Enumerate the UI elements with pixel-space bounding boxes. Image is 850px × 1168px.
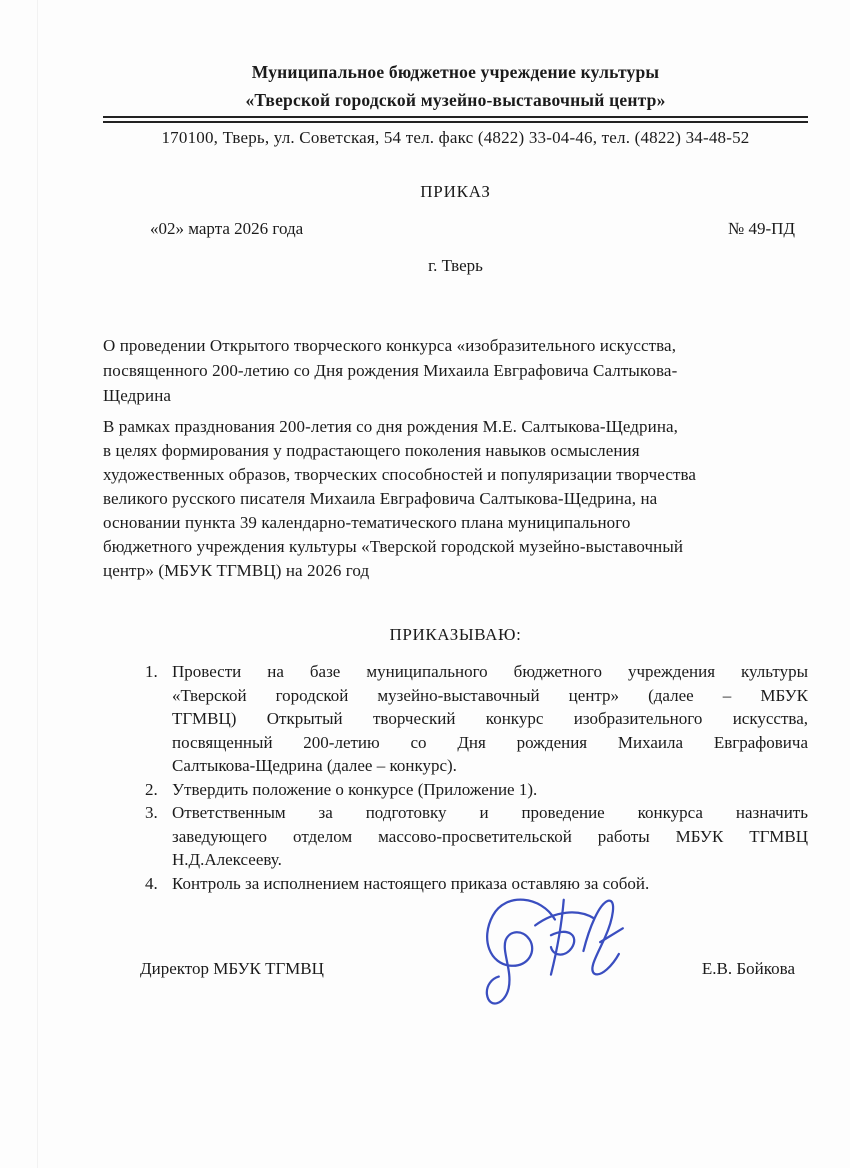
text-line: Н.Д.Алексееву. — [172, 850, 282, 869]
order-item-number: 1. — [145, 662, 158, 681]
text-line: заведующего отделом массово-просветительской работы МБУК ТГМВЦ — [172, 826, 808, 846]
text-line: великого русского писателя Михаила Евграфовича Салтыкова-Щедрина, на — [103, 489, 658, 508]
order-item-number: 2. — [145, 779, 158, 799]
letterhead-divider — [103, 116, 808, 123]
text-line: «Тверской городской музейно-выставочный центр» (далее – МБУК — [172, 685, 808, 705]
text-line: основании пункта 39 календарно-тематического плана муниципального — [103, 513, 631, 532]
order-item-4 — [103, 872, 808, 896]
resolution-word: ПРИКАЗЫВАЮ: — [389, 625, 522, 644]
signer-name: Е.В. Бойкова — [701, 959, 795, 978]
text-line: ТГМВЦ) Открытый творческий конкурс изобразительного искусства, — [172, 709, 808, 728]
organization-address: 170100, Тверь, ул. Советская, 54 тел. факс (4822) 33-04-46, тел. (4822) 34-48-52 — [161, 128, 750, 147]
order-item-2 — [103, 778, 808, 802]
order-item-text — [172, 801, 808, 872]
text-line: Контроль за исполнением настоящего приказа оставляю за собой. — [172, 873, 650, 893]
text-line: Салтыкова-Щедрина (далее – конкурс). — [172, 756, 457, 775]
organization-name — [103, 58, 808, 114]
text-line: В рамках празднования 200-летия со дня рождения М.Е. Салтыкова-Щедрина, — [103, 417, 679, 436]
text-line: в целях формирования у подрастающего поколения навыков осмысления — [103, 441, 640, 460]
organization-name-line1: Муниципальное бюджетное учреждение культуры — [251, 62, 660, 82]
handwritten-signature-icon — [468, 886, 626, 1014]
text-line: бюджетного учреждения культуры «Тверской городской музейно-выставочный — [103, 537, 684, 556]
subject-paragraph — [103, 333, 808, 408]
preamble-paragraph — [103, 415, 808, 583]
text-line: Провести на базе муниципального бюджетного учреждения культуры — [172, 662, 808, 681]
document-number: № 49-ПД — [727, 219, 795, 238]
document-title: ПРИКАЗ — [420, 182, 491, 201]
organization-name-line2: «Тверской городской музейно-выставочный центр» — [245, 90, 666, 110]
text-line: Ответственным за подготовку и проведение конкурса назначить — [172, 803, 808, 822]
text-line: Утвердить положение о конкурсе (Приложение 1). — [172, 779, 538, 799]
order-item-number: 4. — [145, 873, 158, 893]
text-line: посвященного 200-летию со Дня рождения Михаила Евграфовича Салтыкова- — [103, 361, 678, 380]
order-items-list — [103, 660, 808, 895]
signer-title: Директор МБУК ТГМВЦ — [140, 959, 324, 978]
document-city: г. Тверь — [428, 256, 483, 275]
order-item-text — [172, 660, 808, 778]
signature-row — [103, 957, 808, 981]
text-line: центр» (МБУК ТГМВЦ) на 2026 год — [103, 561, 370, 580]
order-item-3 — [103, 801, 808, 872]
order-item-1 — [103, 660, 808, 778]
document-content — [103, 0, 808, 981]
document-meta-row — [103, 217, 808, 241]
text-line: О проведении Открытого творческого конкурса «изобразительного искусства, — [103, 336, 677, 355]
text-line: Щедрина — [103, 386, 172, 405]
document-date: «02» марта 2026 года — [150, 219, 304, 238]
text-line: художественных образов, творческих способностей и популяризации творчества — [103, 465, 697, 484]
order-item-text — [172, 778, 808, 802]
order-item-number: 3. — [145, 803, 158, 822]
text-line: посвященный 200-летию со Дня рождения Михаила Евграфовича — [172, 732, 808, 752]
